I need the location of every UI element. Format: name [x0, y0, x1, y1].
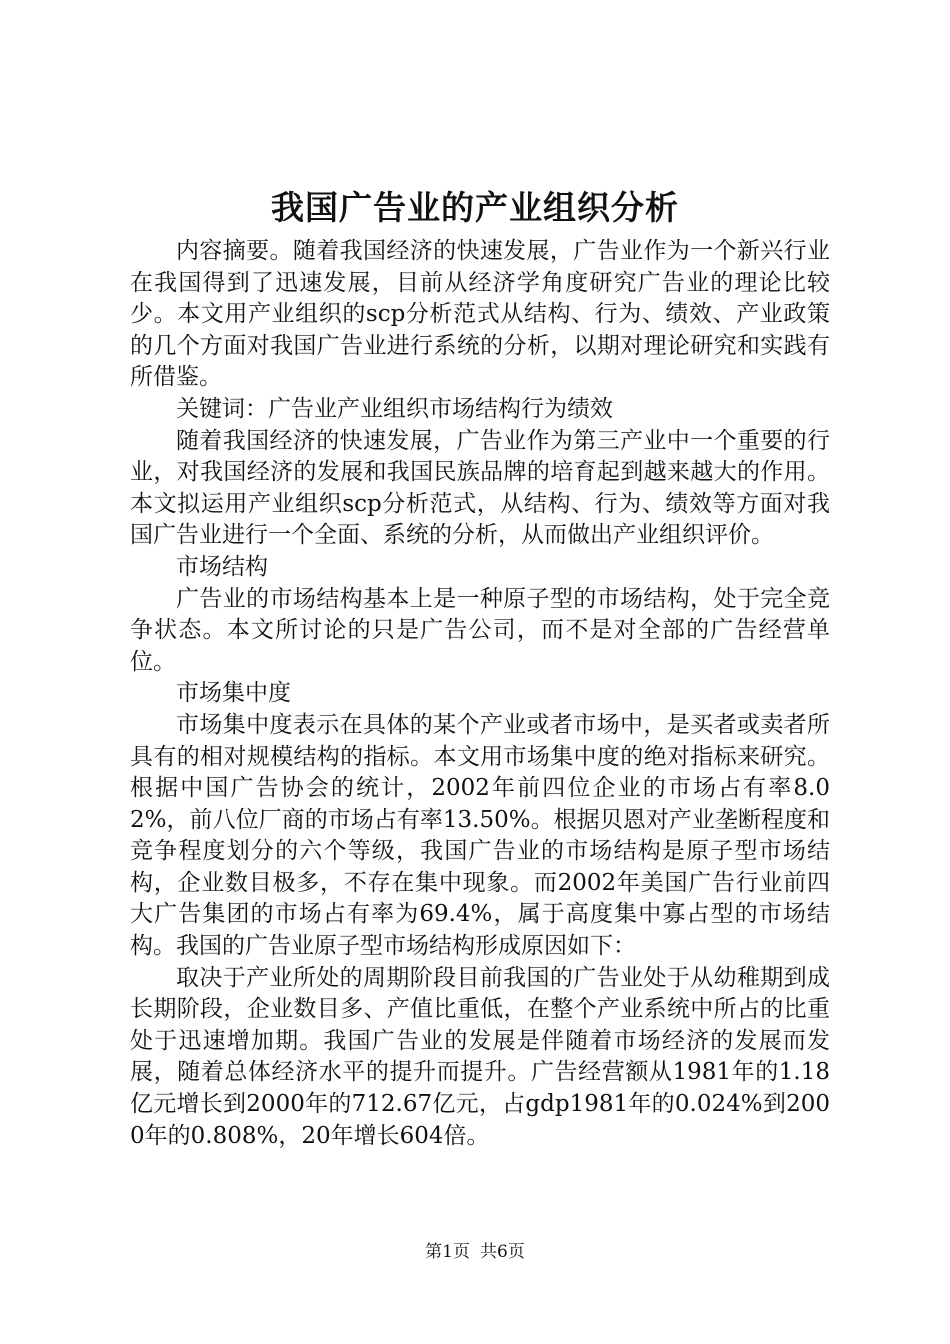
page-total: 共6页 [480, 1242, 525, 1262]
intro-paragraph: 随着我国经济的快速发展，广告业作为第三产业中一个重要的行业，对我国经济的发展和我国民族品牌的培育起到越来越大的作用。本文拟运用产业组织scp分析范式，从结构、行为、绩效等方面对我国广告业进行一个全面、系统的分析，从而做出产业组织评价。 [130, 427, 830, 549]
market-structure-paragraph: 广告业的市场结构基本上是一种原子型的市场结构，处于完全竞争状态。本文所讨论的只是广告公司，而不是对全部的广告经营单位。 [130, 585, 830, 675]
page-footer [0, 1240, 950, 1264]
abstract-paragraph: 内容摘要。随着我国经济的快速发展，广告业作为一个新兴行业在我国得到了迅速发展，目前从经济学角度研究广告业的理论比较少。本文用产业组织的scp分析范式从结构、行为、绩效、产业政策的几个方面对我国广告业进行系统的分析，以期对理论研究和实践有所借鉴。 [130, 238, 830, 391]
page-number: 第1页 [425, 1242, 470, 1262]
keywords-line: 关键词：广告业产业组织市场结构行为绩效 [176, 395, 613, 422]
document-body [130, 236, 830, 1152]
cause-paragraph: 取决于产业所处的周期阶段目前我国的广告业处于从幼稚期到成长期阶段，企业数目多、产值比重低，在整个产业系统中所占的比重处于迅速增加期。我国广告业的发展是伴随着市场经济的发展而发展，随着总体经济水平的提升而提升。广告经营额从1981年的1.18亿元增长到2000年的712.67亿元，占gdp1981年的0.024%到2000年的0.808%，20年增长604倍。 [130, 964, 830, 1149]
section-heading-concentration: 市场集中度 [176, 680, 291, 707]
document-title: 我国广告业的产业组织分析 [271, 188, 679, 227]
section-heading-market-structure: 市场结构 [176, 553, 268, 580]
concentration-paragraph: 市场集中度表示在具体的某个产业或者市场中，是买者或卖者所具有的相对规模结构的指标。本文用市场集中度的绝对指标来研究。根据中国广告协会的统计，2002年前四位企业的市场占有率8.02%，前八位厂商的市场占有率13.50%。根据贝恩对产业垄断程度和竞争程度划分的六个等级，我国广告业的市场结构是原子型市场结构，企业数目极多，不存在集中现象。而2002年美国广告行业前四大广告集团的市场占有率为69.4%，属于高度集中寡占型的市场结构。我国的广告业原子型市场结构形成原因如下： [130, 711, 830, 960]
